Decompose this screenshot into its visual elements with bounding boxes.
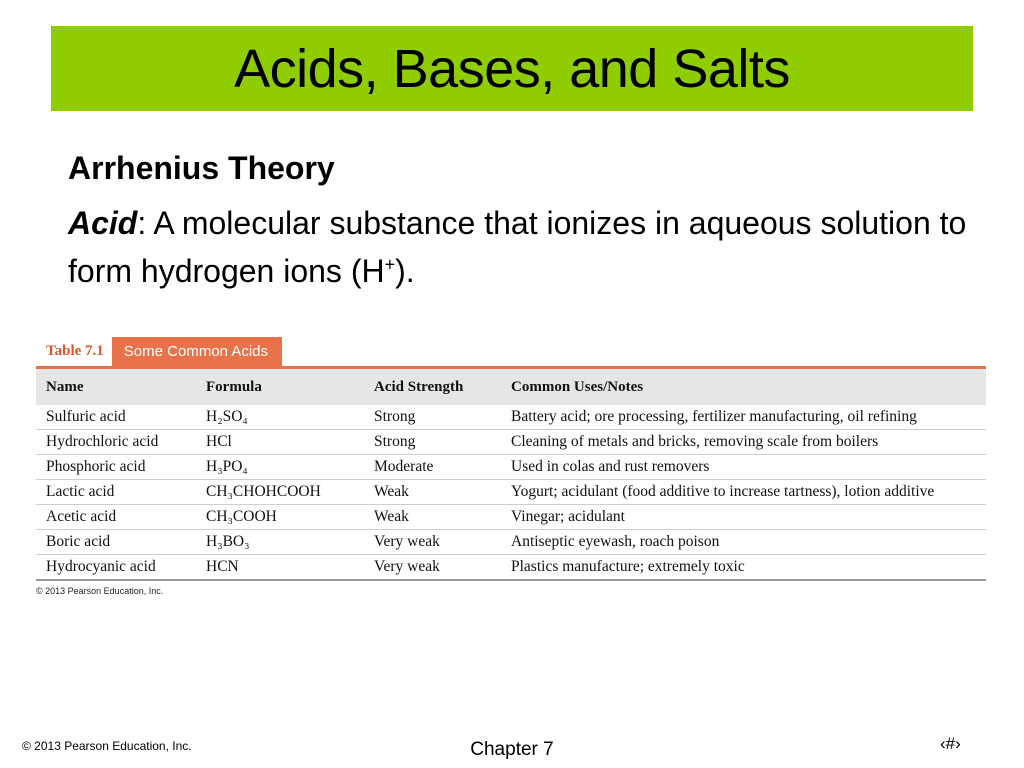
cell-name: Hydrochloric acid	[36, 430, 196, 455]
cell-strength: Weak	[364, 505, 501, 530]
cell-notes: Antiseptic eyewash, roach poison	[501, 530, 986, 555]
table-row	[36, 555, 986, 581]
cell-formula: CH₃CHOHCOOH	[196, 480, 364, 505]
cell-notes: Battery acid; ore processing, fertilizer manufacturing, oil refining	[501, 405, 986, 430]
cell-notes: Plastics manufacture; extremely toxic	[501, 555, 986, 581]
footer-chapter: Chapter 7	[470, 739, 554, 760]
cell-notes: Vinegar; acidulant	[501, 505, 986, 530]
cell-name: Sulfuric acid	[36, 405, 196, 430]
cell-notes: Cleaning of metals and bricks, removing scale from boilers	[501, 430, 986, 455]
cell-strength: Strong	[364, 430, 501, 455]
table-row	[36, 455, 986, 480]
cell-strength: Very weak	[364, 555, 501, 581]
title-band	[51, 26, 973, 111]
cell-formula: H₃BO₃	[196, 530, 364, 555]
header-formula: Formula	[196, 368, 364, 406]
definition-text-1: : A molecular substance that ionizes in aqueous solution to form hydrogen ions (H	[68, 205, 967, 289]
cell-formula: HCl	[196, 430, 364, 455]
table-row	[36, 430, 986, 455]
slide-number: ‹#›	[940, 734, 961, 753]
footer-copyright: © 2013 Pearson Education, Inc.	[22, 739, 192, 753]
table-row	[36, 505, 986, 530]
acids-table-figure	[36, 336, 986, 596]
cell-notes: Used in colas and rust removers	[501, 455, 986, 480]
cell-formula: CH₃COOH	[196, 505, 364, 530]
header-strength: Acid Strength	[364, 368, 501, 406]
cell-formula: H₂SO₄	[196, 405, 364, 430]
acids-table	[36, 366, 986, 581]
cell-strength: Moderate	[364, 455, 501, 480]
cell-strength: Strong	[364, 405, 501, 430]
table-row	[36, 480, 986, 505]
cell-name: Hydrocyanic acid	[36, 555, 196, 581]
cell-strength: Weak	[364, 480, 501, 505]
cell-name: Lactic acid	[36, 480, 196, 505]
cell-notes: Yogurt; acidulant (food additive to increase tartness), lotion additive	[501, 480, 986, 505]
header-name: Name	[36, 368, 196, 406]
definition-text-2: ).	[395, 253, 415, 289]
definition-term: Acid	[68, 205, 138, 241]
cell-strength: Very weak	[364, 530, 501, 555]
table-row	[36, 530, 986, 555]
table-number: Table 7.1	[46, 343, 104, 359]
cell-name: Phosphoric acid	[36, 455, 196, 480]
slide-body	[68, 150, 968, 295]
subheading: Arrhenius Theory	[68, 150, 335, 186]
acid-definition	[68, 199, 968, 295]
table-row	[36, 405, 986, 430]
cell-formula: HCN	[196, 555, 364, 581]
table-title: Some Common Acids	[112, 337, 282, 366]
slide-title: Acids, Bases, and Salts	[234, 38, 790, 99]
table-credit: © 2013 Pearson Education, Inc.	[36, 586, 164, 596]
table-header-row	[36, 368, 986, 406]
cell-name: Acetic acid	[36, 505, 196, 530]
table-caption	[36, 336, 986, 366]
header-notes: Common Uses/Notes	[501, 368, 986, 406]
cell-name: Boric acid	[36, 530, 196, 555]
definition-superscript: +	[384, 254, 396, 275]
cell-formula: H₃PO₄	[196, 455, 364, 480]
